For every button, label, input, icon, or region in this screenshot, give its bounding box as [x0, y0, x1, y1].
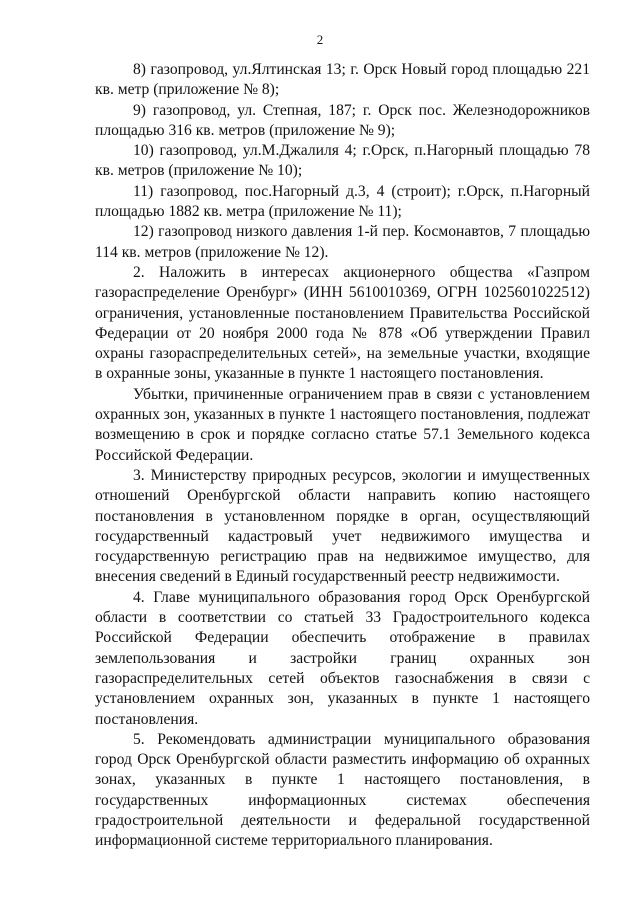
paragraph-section-5: 5. Рекомендовать администрации муниципального образования город Орск Оренбургской области разместить информацию об охранных зонах, указанных в пункте 1 настоящего постановления, в государственных информационных системах обеспечения градостроительной деятельности и федеральной государственной информационной системе территориального планирования.: [95, 730, 590, 850]
paragraph-item-12: 12) газопровод низкого давления 1-й пер. Космонавтов, 7 площадью 114 кв. метров (приложение № 12).: [95, 223, 590, 261]
paragraph-section-2: 2. Наложить в интересах акционерного общества «Газпром газораспределение Оренбург» (ИНН 5610010369, ОГРН 1025601022512) ограничения, установленные постановлением Правительства Российской Федерации от 20 ноября 2000 года № 878 «Об утверждении Правил охраны газораспределительных сетей», на земельные участки, входящие в охранные зоны, указанные в пункте 1 настоящего постановления.: [95, 263, 590, 383]
paragraph-item-11: 11) газопровод, пос.Нагорный д.3, 4 (строит); г.Орск, п.Нагорный площадью 1882 кв. метра (приложение № 11);: [95, 182, 590, 221]
paragraph-item-9: 9) газопровод, ул. Степная, 187; г. Орск пос. Железнодорожников площадью 316 кв. метров (приложение № 9);: [95, 101, 590, 139]
paragraph-section-3: 3. Министерству природных ресурсов, экологии и имущественных отношений Оренбургской области направить копию настоящего постановления в установленном порядке в орган, осуществляющий государственный кадастровый учет недвижимого имущества и государственную регистрацию прав на недвижимое имущество, для внесения сведений в Единый государственный реестр недвижимости.: [95, 466, 590, 586]
paragraph-item-10: 10) газопровод, ул.М.Джалиля 4; г.Орск, п.Нагорный площадью 78 кв. метров (приложение № 10);: [95, 142, 590, 180]
document-body: [95, 60, 590, 852]
paragraph-losses: Убытки, причиненные ограничением прав в связи с установлением охранных зон, указанных в пункте 1 настоящего постановления, подлежат возмещению в срок и порядке согласно статье 57.1 Земельного кодекса Российской Федерации.: [95, 385, 590, 464]
paragraph-section-4: 4. Главе муниципального образования город Орск Оренбургской области в соответствии со статьей 33 Градостроительного кодекса Российской Федерации обеспечить отображение в правилах землепользования и застройки границ охранных зон газораспределительных сетей объектов газоснабжения в связи с установлением охранных зон, указанных в пункте 1 настоящего постановления.: [95, 588, 590, 728]
page-number: 2: [316, 32, 324, 47]
paragraph-item-8: 8) газопровод, ул.Ялтинская 13; г. Орск Новый город площадью 221 кв. метр (приложение № 8);: [95, 61, 590, 99]
